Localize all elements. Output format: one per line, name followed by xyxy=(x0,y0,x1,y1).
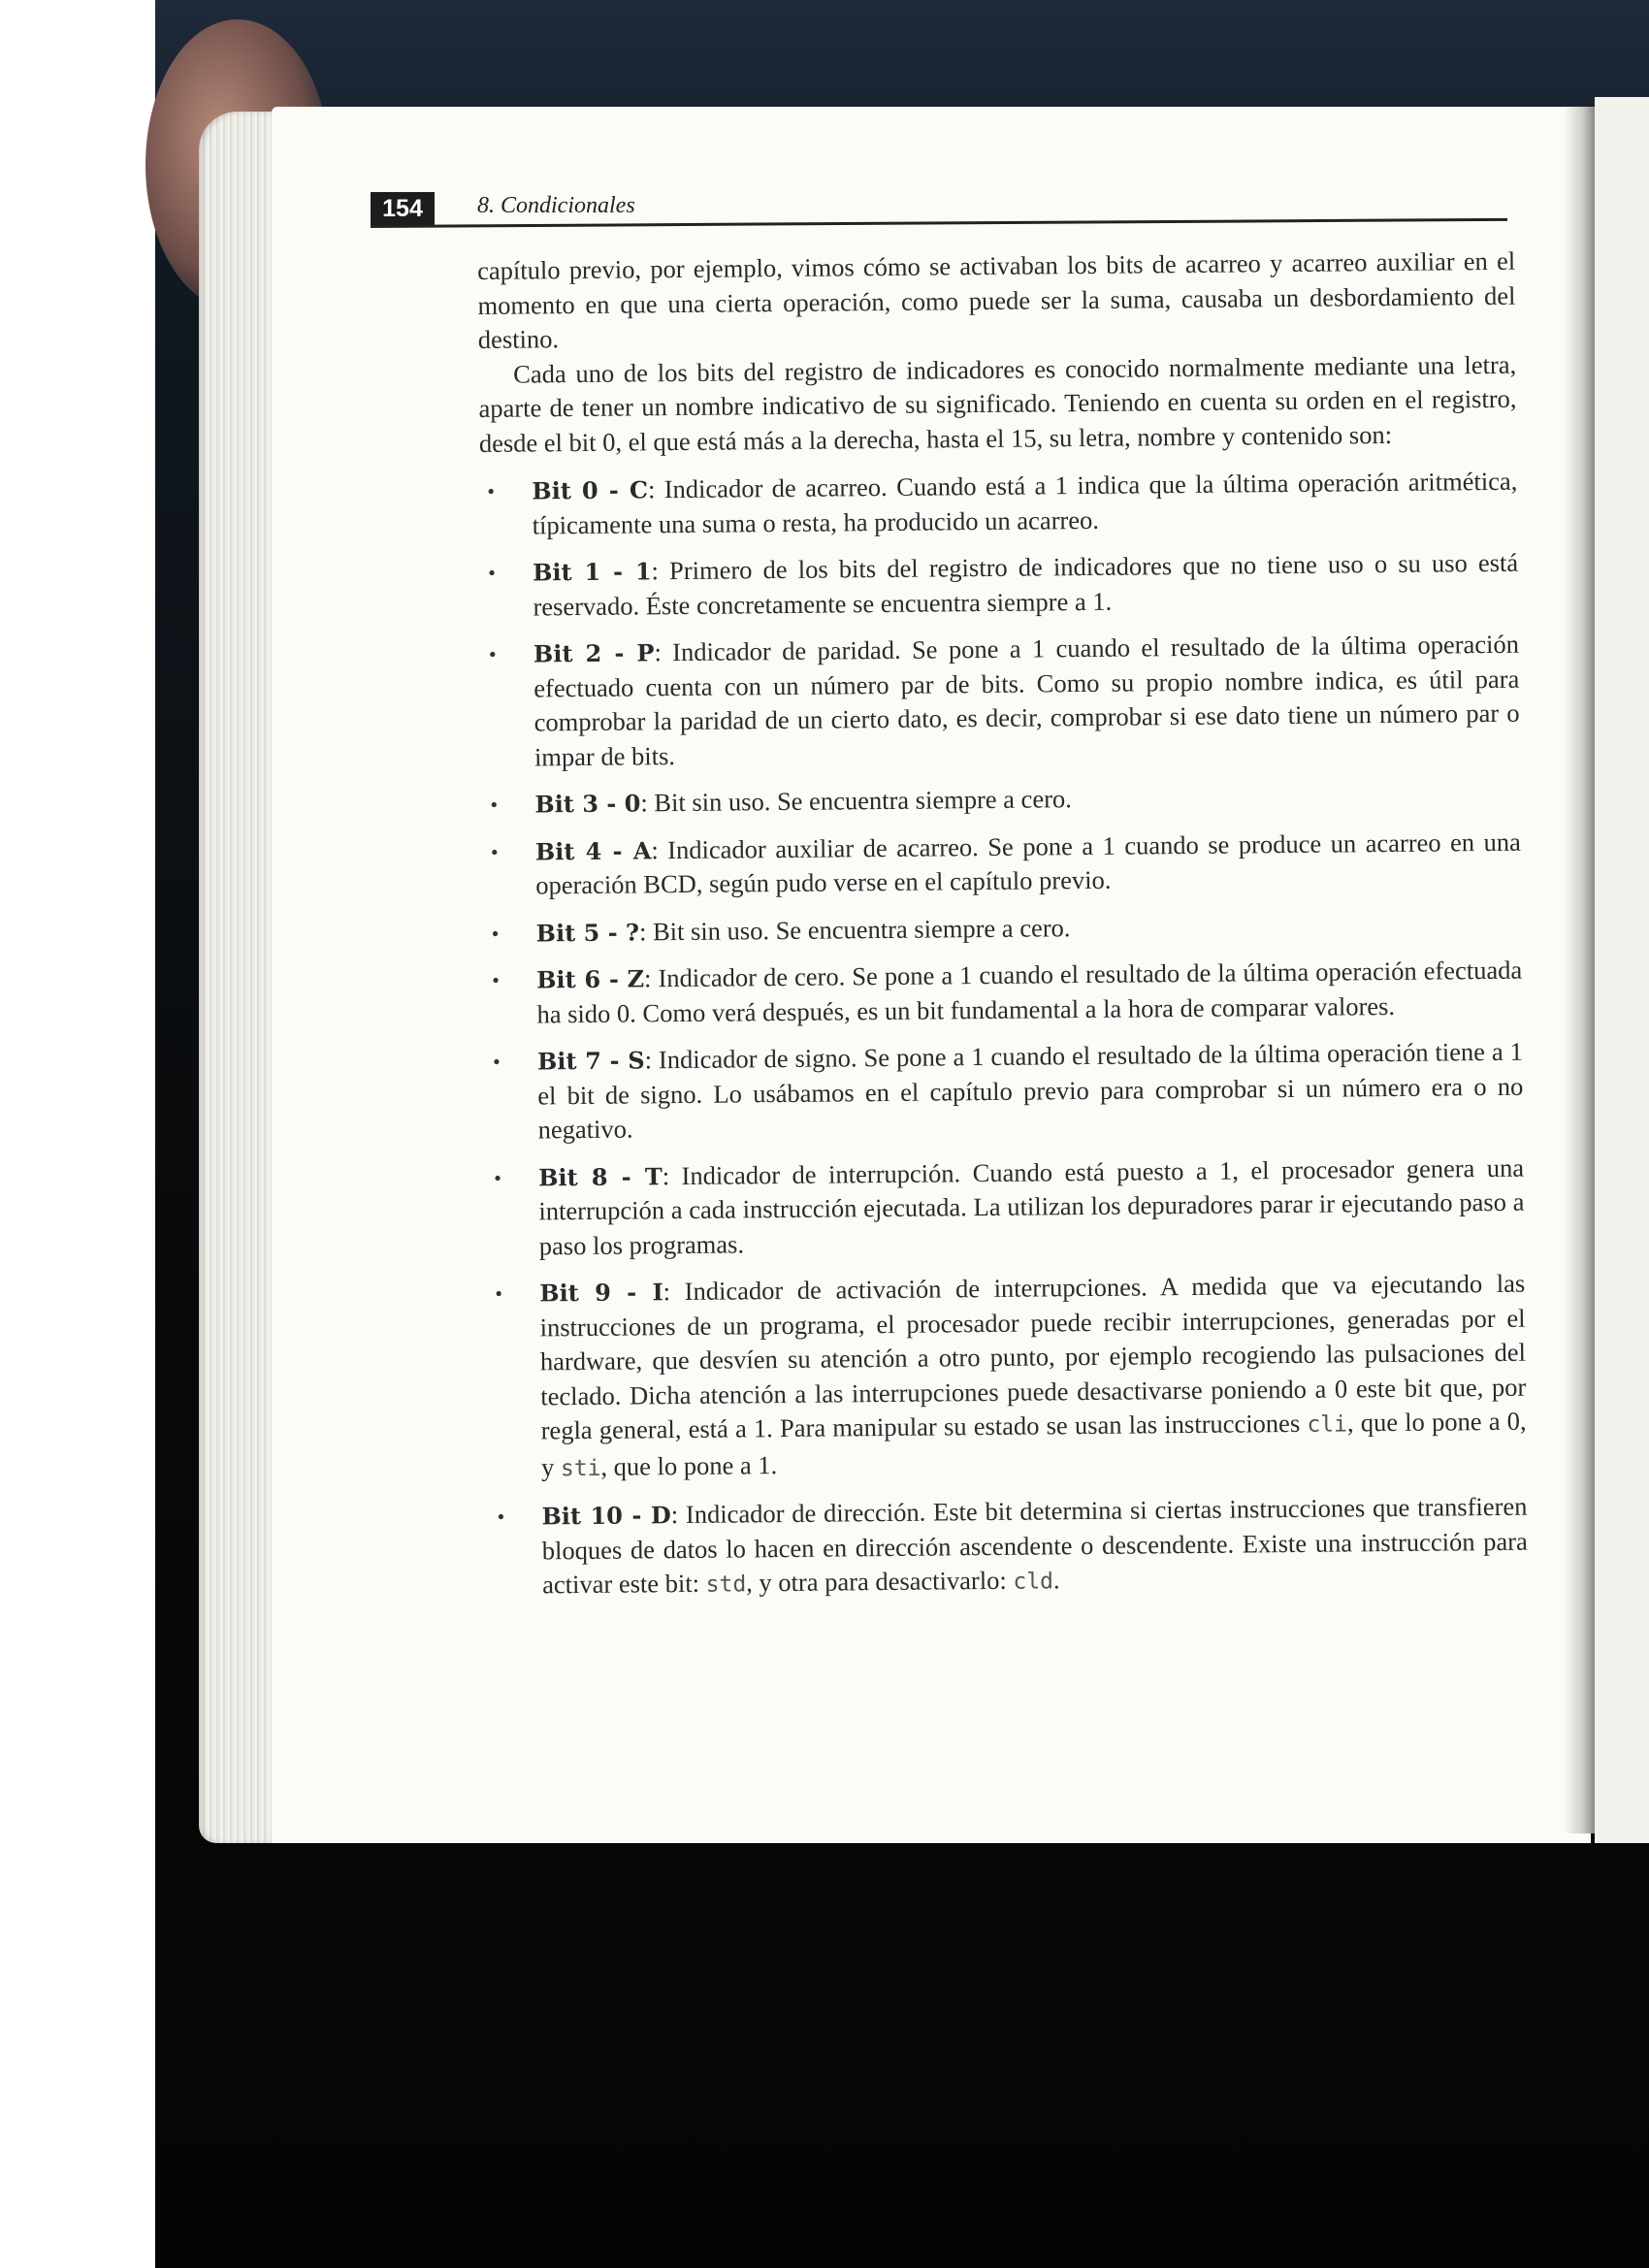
bit-description: : Indicador de signo. Se pone a 1 cuando el resultado de la última operación tiene a 1 el bit de signo. Lo usábamos en el capítulo previo para comprobar si un número era o no negativo. xyxy=(537,1036,1524,1145)
bit-label: Bit 6 - Z xyxy=(536,964,645,994)
bit-label: Bit 7 - S xyxy=(536,1046,645,1076)
code-cli: cli xyxy=(1307,1411,1348,1438)
bit-description: : Indicador de acarreo. Cuando está a 1 indica que la última operación aritmética, típicamente una suma o resta, ha producido un acarreo. xyxy=(532,466,1518,539)
bit-description: : Primero de los bits del registro de indicadores que no tiene uso o su uso está reservado. Éste concretamente se encuentra siempre a 1. xyxy=(533,547,1519,621)
bullet-icon: • xyxy=(490,839,499,864)
bullet-icon: • xyxy=(491,921,500,946)
bullet-icon: • xyxy=(487,478,496,503)
list-item xyxy=(484,954,1523,1032)
list-item xyxy=(482,778,1520,823)
bit-description: : Indicador auxiliar de acarreo. Se pone a 1 cuando se produce un acarreo en una operación BCD, según pudo verse en el capítulo previo. xyxy=(535,826,1522,900)
bit-label: Bit 9 - I xyxy=(539,1278,663,1308)
next-page-edge xyxy=(1595,97,1649,1843)
bit-description-cont: , y otra para desactivarlo: xyxy=(746,1565,1014,1598)
bit-description: : Bit sin uso. Se encuentra siempre a cero. xyxy=(638,912,1071,946)
page-number: 154 xyxy=(371,192,435,225)
bullet-icon: • xyxy=(492,967,501,992)
bit-description-end: , que lo pone a 1. xyxy=(600,1449,778,1481)
list-item xyxy=(484,906,1522,951)
running-head: 8. Condicionales xyxy=(477,193,635,218)
bullet-icon: • xyxy=(488,560,496,585)
paragraph: Cada uno de los bits del registro de indicadores es conocido normalmente mediante una letra, aparte de tener un nombre indicativo de su significado. Teniendo en cuenta su orden en el registro, desde el bit 0, el que está más a la derecha, hasta el 15, su letra, nombre y contenido son: xyxy=(478,349,1517,458)
bit-label: Bit 3 - 0 xyxy=(534,789,641,819)
bullet-icon: • xyxy=(497,1504,505,1529)
code-sti: sti xyxy=(560,1455,601,1481)
bullet-icon: • xyxy=(492,1049,501,1074)
list-item xyxy=(480,546,1519,625)
page-gutter xyxy=(1564,107,1595,1833)
bit-description: : Indicador de activación de interrupciones. A medida que va ejecutando las instrucciones de un programa, el procesador puede recibir interrupciones, generadas por el hardware, que desvíen su atención a otro punto, por ejemplo recogiendo las pulsaciones del teclado. Dicha atención a las interrupciones puede desactivarse poniendo a 0 este bit que, por regla general, está a 1. Para manipular su estado se usan las instrucciones xyxy=(539,1268,1527,1445)
bit-list xyxy=(479,465,1528,1605)
bit-description: : Bit sin uso. Se encuentra siempre a cero. xyxy=(640,784,1072,818)
bit-label: Bit 1 - 1 xyxy=(533,557,652,587)
bit-label: Bit 2 - P xyxy=(533,638,655,668)
list-item xyxy=(486,1150,1525,1264)
body-text xyxy=(477,244,1528,1618)
list-item xyxy=(487,1267,1527,1487)
bit-label: Bit 5 - ? xyxy=(535,917,640,947)
bit-description-cont: , que lo pone a 0, y xyxy=(540,1406,1527,1481)
bit-description: : Indicador de dirección. Este bit determina si ciertas instrucciones que transfieren bloques de datos lo hacen en dirección ascendente o descendente. Existe una instrucción para activar este bit: xyxy=(541,1491,1528,1600)
list-item xyxy=(489,1490,1528,1605)
list-item xyxy=(481,628,1520,775)
bullet-icon: • xyxy=(495,1280,503,1306)
bullet-icon: • xyxy=(490,792,499,817)
bit-label: Bit 0 - C xyxy=(532,475,649,505)
paragraph: capítulo previo, por ejemplo, vimos cómo se activaban los bits de acarreo y acarreo auxiliar en el momento en que una cierta operación, como puede ser la suma, causaba un desbordamiento del destino. xyxy=(477,245,1516,354)
bit-description-end: . xyxy=(1052,1565,1060,1595)
bullet-icon: • xyxy=(494,1165,501,1190)
bit-label: Bit 8 - T xyxy=(537,1161,663,1191)
list-item xyxy=(479,465,1518,543)
bit-label: Bit 10 - D xyxy=(541,1501,671,1531)
bit-label: Bit 4 - A xyxy=(534,835,652,865)
bit-description: : Indicador de paridad. Se pone a 1 cuando el resultado de la última operación efectuado cuenta con un número par de bits. Como su propio nombre indica, es útil para comprobar la paridad de un cierto dato, es decir, comprobar si ese dato tiene un número par o impar de bits. xyxy=(534,629,1520,771)
code-std: std xyxy=(705,1571,747,1598)
bullet-icon: • xyxy=(488,641,497,666)
list-item xyxy=(485,1035,1524,1149)
list-item xyxy=(483,825,1522,903)
bit-description: : Indicador de cero. Se pone a 1 cuando el resultado de la última operación efectuada ha sido 0. Como verá después, es un bit fundamental a la hora de comparar valores. xyxy=(536,955,1523,1028)
code-cld: cld xyxy=(1013,1569,1054,1595)
bit-description: : Indicador de interrupción. Cuando está puesto a 1, el procesador genera una interrupción a cada instrucción ejecutada. La utilizan los depuradores parar ir ejecutando paso a paso los programas. xyxy=(538,1152,1525,1260)
